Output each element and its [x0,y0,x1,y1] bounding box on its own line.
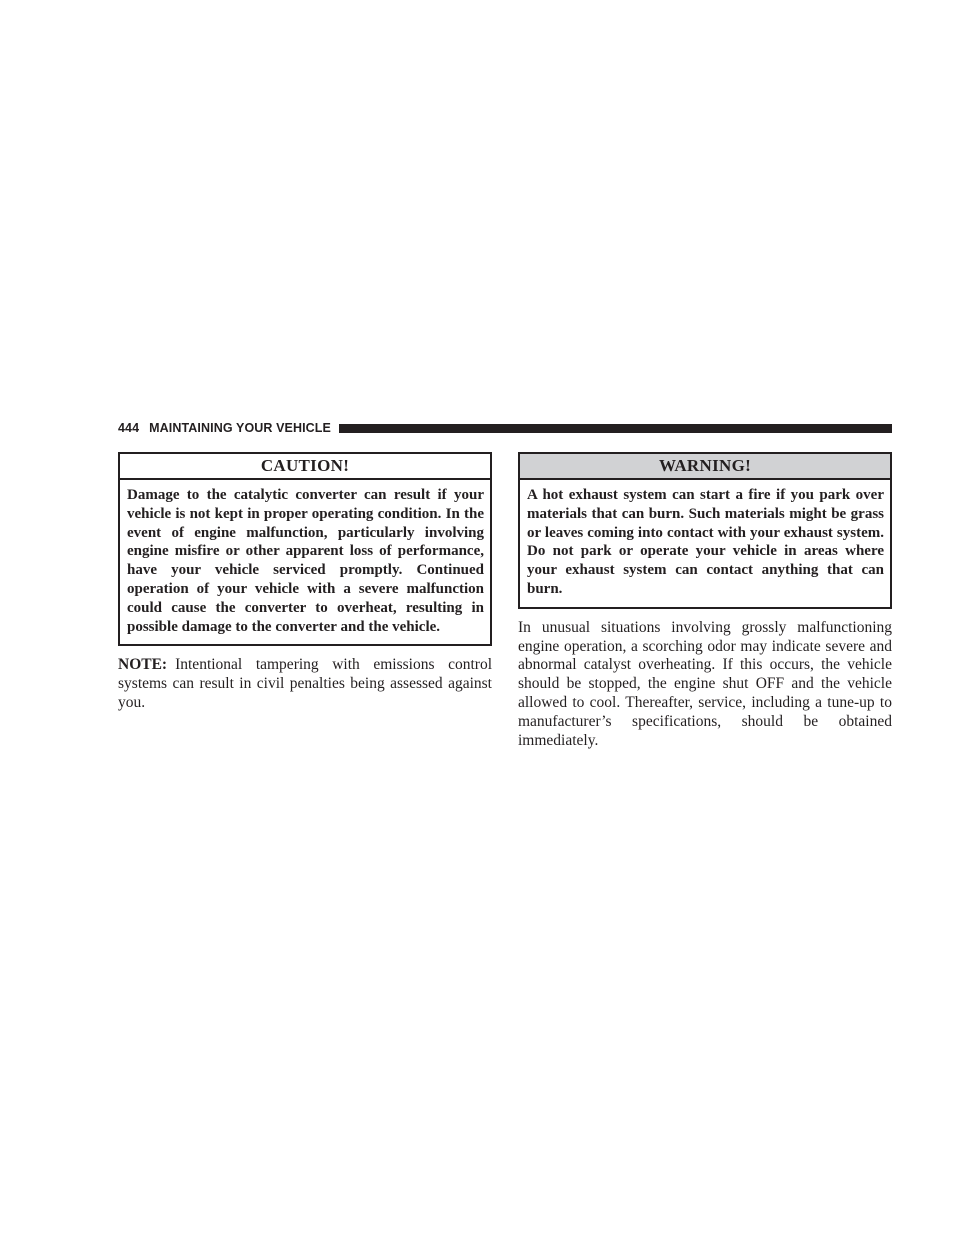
warning-body: A hot exhaust system can start a fire if you park over materials that can burn. Such materials might be grass or leaves coming into contact with your exhaust system. Do not park or operate your vehicle in areas where your exhaust system can contact anything that can burn. [527,487,884,597]
warning-box [518,452,892,609]
note-text: Intentional tampering with emissions control systems can result in civil penalties being assessed against you. [118,656,492,711]
note-paragraph [118,656,492,712]
right-column [518,452,892,750]
section-title: MAINTAINING YOUR VEHICLE [149,421,331,435]
caution-body: Damage to the catalytic converter can result if your vehicle is not kept in proper operating condition. In the event of engine malfunction, particularly involving engine misfire or other apparent loss of performance, have your vehicle serviced promptly. Continued operation of your vehicle with a severe malfunction could cause the converter to overheat, resulting in possible damage to the converter and the vehicle. [127,487,484,635]
header-rule [339,424,892,433]
warning-heading: WARNING! [520,454,890,480]
page-number: 444 [118,421,140,435]
caution-heading: CAUTION! [120,454,490,480]
note-label: NOTE: [118,656,168,674]
caution-box [118,452,492,646]
left-column [118,452,492,713]
catalyst-overheating-paragraph: In unusual situations involving grossly malfunctioning engine operation, a scorching odor may indicate severe and abnormal catalyst overheating. If this occurs, the vehicle should be stopped, the engine shut OFF and the vehicle allowed to cool. Thereafter, service, including a tune-up to manufacturer’s specifications, should be obtained immediately. [518,618,892,749]
page-header [118,419,892,437]
